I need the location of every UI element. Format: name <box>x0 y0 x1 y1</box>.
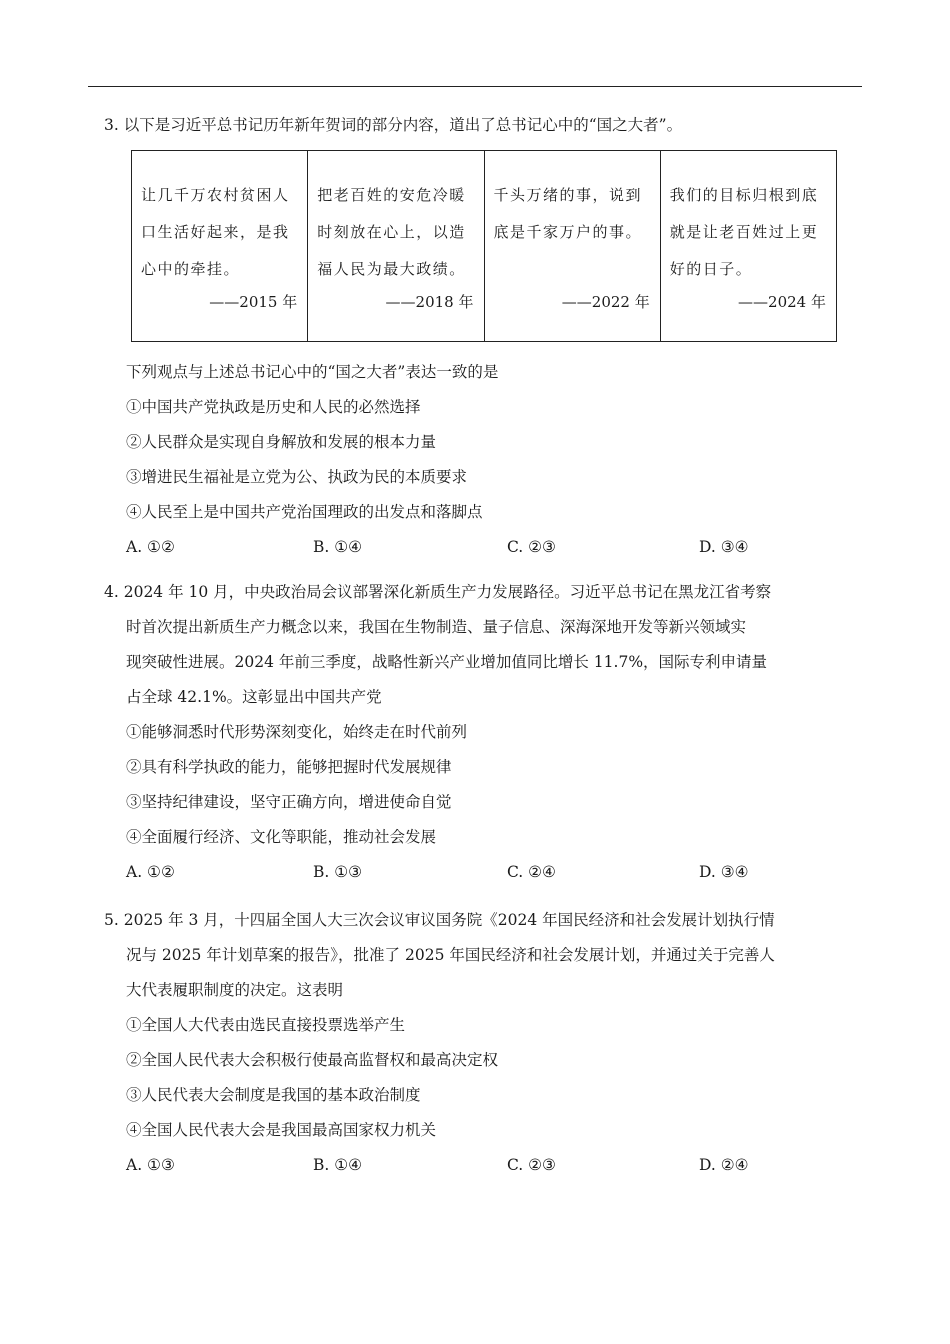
option-a: A. ①③ <box>126 1156 175 1174</box>
answer-options <box>104 1148 844 1183</box>
question-3-body <box>104 355 844 565</box>
question-4-stem: 时首次提出新质生产力概念以来，我国在生物制造、量子信息、深海深地开发等新兴领域实 <box>126 618 747 636</box>
option-b: B. ①④ <box>313 538 363 556</box>
question-4-stem: 占全球 42.1%。这彰显出中国共产党 <box>126 688 382 706</box>
statement: ②具有科学执政的能力，能够把握时代发展规律 <box>126 758 452 776</box>
option-d: D. ③④ <box>699 538 749 556</box>
question-3 <box>104 108 844 143</box>
option-b: B. ①④ <box>313 1156 363 1174</box>
quote-cell-2024 <box>661 151 836 341</box>
quote-cell-2018 <box>308 151 484 341</box>
answer-options <box>104 855 844 890</box>
quote-text: 千头万绪的事，说到底是千家万户的事。 <box>493 186 643 241</box>
option-c: C. ②③ <box>507 1156 556 1174</box>
question-4-stem: 4. 2024 年 10 月，中央政治局会议部署深化新质生产力发展路径。习近平总书记在黑龙江省考察 <box>104 583 772 601</box>
statement: ③坚持纪律建设，坚守正确方向，增进使命自觉 <box>126 793 452 811</box>
quote-text: 把老百姓的安危冷暖时刻放在心上，以造福人民为最大政绩。 <box>317 186 466 278</box>
question-5 <box>104 903 844 1183</box>
statement: ②全国人民代表大会积极行使最高监督权和最高决定权 <box>126 1051 499 1069</box>
quote-cell-2022 <box>485 151 661 341</box>
header-rule <box>88 86 862 87</box>
question-5-stem: 5. 2025 年 3 月，十四届全国人大三次会议审议国务院《2024 年国民经济和社会发展计划执行情 <box>104 911 775 929</box>
statement: ①能够洞悉时代形势深刻变化，始终走在时代前列 <box>126 723 468 741</box>
quote-year: ——2018 年 <box>385 293 474 311</box>
option-a: A. ①② <box>126 863 175 881</box>
statement: ②人民群众是实现自身解放和发展的根本力量 <box>126 433 437 451</box>
question-3-prompt: 下列观点与上述总书记心中的“国之大者”表达一致的是 <box>126 363 499 381</box>
answer-options <box>104 530 844 565</box>
quote-text: 我们的目标归根到底就是让老百姓过上更好的日子。 <box>669 186 819 278</box>
question-5-stem: 大代表履职制度的决定。这表明 <box>126 981 344 999</box>
option-d: D. ②④ <box>699 1156 749 1174</box>
statement: ①全国人大代表由选民直接投票选举产生 <box>126 1016 406 1034</box>
statement: ④人民至上是中国共产党治国理政的出发点和落脚点 <box>126 503 483 521</box>
statement: ④全面履行经济、文化等职能，推动社会发展 <box>126 828 437 846</box>
quote-text: 让几千万农村贫困人口生活好起来，是我心中的牵挂。 <box>141 186 290 278</box>
question-4 <box>104 575 844 890</box>
option-c: C. ②④ <box>507 863 556 881</box>
quote-year: ——2015 年 <box>209 293 298 311</box>
question-4-stem: 现突破性进展。2024 年前三季度，战略性新兴产业增加值同比增长 11.7%，国际专利申请量 <box>126 653 768 671</box>
option-b: B. ①③ <box>313 863 363 881</box>
question-5-stem: 况与 2025 年计划草案的报告》，批准了 2025 年国民经济和社会发展计划，并通过关于完善人 <box>126 946 775 964</box>
quote-table <box>131 150 837 342</box>
statement: ①中国共产党执政是历史和人民的必然选择 <box>126 398 421 416</box>
option-d: D. ③④ <box>699 863 749 881</box>
question-3-stem: 3. 以下是习近平总书记历年新年贺词的部分内容，道出了总书记心中的“国之大者”。 <box>104 116 683 134</box>
quote-year: ——2024 年 <box>738 293 826 311</box>
statement: ③增进民生福祉是立党为公、执政为民的本质要求 <box>126 468 468 486</box>
option-c: C. ②③ <box>507 538 556 556</box>
statement: ④全国人民代表大会是我国最高国家权力机关 <box>126 1121 437 1139</box>
statement: ③人民代表大会制度是我国的基本政治制度 <box>126 1086 421 1104</box>
option-a: A. ①② <box>126 538 175 556</box>
quote-cell-2015 <box>132 151 308 341</box>
quote-year: ——2022 年 <box>561 293 650 311</box>
